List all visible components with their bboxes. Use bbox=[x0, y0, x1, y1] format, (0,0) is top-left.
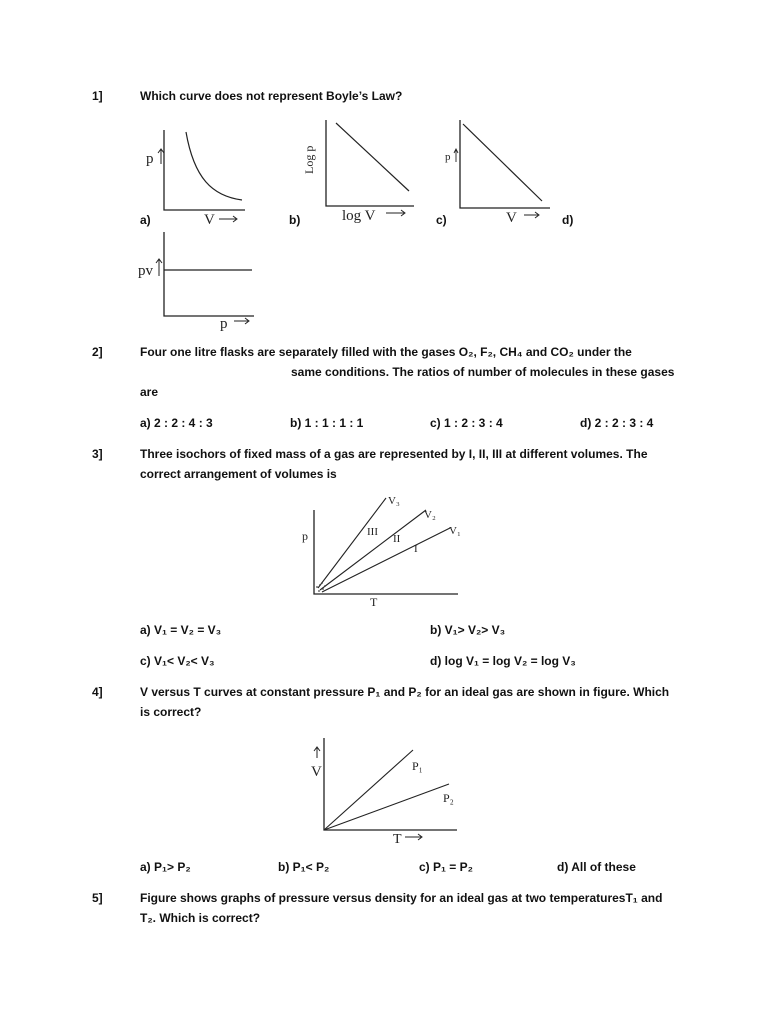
q1-a-xlabel: V bbox=[204, 212, 215, 228]
q4-option-c: c) P₁ = P₂ bbox=[419, 860, 473, 874]
q1-figure-b bbox=[298, 116, 418, 231]
q3-number: 3] bbox=[92, 447, 103, 461]
q3-xlabel: T bbox=[370, 595, 378, 609]
q1-b-ylabel: Log p bbox=[302, 145, 316, 174]
q4-line-label-p1: P₁ bbox=[412, 759, 423, 773]
q2-text-line2: same conditions. The ratios of number of molecules in these gases bbox=[291, 365, 675, 379]
q3-region-label-i: I bbox=[414, 543, 418, 555]
q2-option-b: b) 1 : 1 : 1 : 1 bbox=[290, 416, 364, 430]
q3-line-label-v3: V₃ bbox=[388, 495, 400, 507]
q4-option-b: b) P₁< P₂ bbox=[278, 860, 330, 874]
q4-number: 4] bbox=[92, 685, 103, 699]
q3-ylabel: p bbox=[302, 529, 308, 543]
q4-xlabel: T bbox=[393, 832, 402, 847]
q3-option-c: c) V₁< V₂< V₃ bbox=[140, 654, 215, 668]
q1-d-ylabel: pv bbox=[138, 263, 153, 279]
q1-figure-a bbox=[140, 120, 250, 230]
q2-option-d: d) 2 : 2 : 3 : 4 bbox=[580, 416, 654, 430]
q1-d-xlabel: p bbox=[220, 316, 228, 332]
q3-line-label-v2: V₂ bbox=[424, 509, 436, 521]
q3-figure bbox=[298, 490, 474, 610]
q2-option-a: a) 2 : 2 : 4 : 3 bbox=[140, 416, 213, 430]
q4-ylabel: V bbox=[311, 764, 322, 780]
q1-option-b: b) bbox=[289, 213, 301, 227]
q3-region-label-iii: III bbox=[367, 526, 378, 538]
q1-option-c: c) bbox=[436, 213, 447, 227]
q2-text-line3: are bbox=[140, 385, 159, 399]
q1-c-ylabel: p bbox=[445, 151, 451, 163]
q4-line-label-p2: P₂ bbox=[443, 791, 454, 805]
q2-number: 2] bbox=[92, 345, 103, 359]
q1-a-ylabel: p bbox=[146, 151, 154, 167]
q5-number: 5] bbox=[92, 891, 103, 905]
q1-b-xlabel: log V bbox=[342, 208, 376, 224]
q1-option-d: d) bbox=[562, 213, 574, 227]
q3-option-d: d) log V₁ = log V₂ = log V₃ bbox=[430, 654, 576, 668]
q3-text-line2: correct arrangement of volumes is bbox=[140, 467, 337, 481]
q2-option-c: c) 1 : 2 : 3 : 4 bbox=[430, 416, 503, 430]
q1-figure-d bbox=[136, 228, 261, 333]
q2-text-line1: Four one litre flasks are separately filled with the gases O₂, F₂, CH₄ and CO₂ under the bbox=[140, 345, 632, 359]
q1-c-xlabel: V bbox=[506, 210, 517, 226]
q4-option-d: d) All of these bbox=[557, 860, 636, 874]
q3-option-b: b) V₁> V₂> V₃ bbox=[430, 623, 506, 637]
q4-text-line1: V versus T curves at constant pressure P₁ and P₂ for an ideal gas are shown in figure. Which bbox=[140, 685, 670, 699]
q3-line-label-v1: V₁ bbox=[449, 525, 461, 537]
q4-figure bbox=[305, 730, 465, 850]
q5-text-line2: T₂. Which is correct? bbox=[140, 911, 261, 925]
q1-number: 1] bbox=[92, 89, 103, 103]
q3-text-line1: Three isochors of fixed mass of a gas are represented by I, II, III at different volumes. The bbox=[140, 447, 648, 461]
q3-option-a: a) V₁ = V₂ = V₃ bbox=[140, 623, 222, 637]
q5-text-line1: Figure shows graphs of pressure versus density for an ideal gas at two temperaturesT₁ and bbox=[140, 891, 663, 905]
q1-text: Which curve does not represent Boyle’s Law? bbox=[140, 89, 403, 103]
q4-option-a: a) P₁> P₂ bbox=[140, 860, 191, 874]
q1-option-a: a) bbox=[140, 213, 151, 227]
q4-text-line2: is correct? bbox=[140, 705, 202, 719]
q1-figure-c bbox=[442, 116, 554, 231]
q3-region-label-ii: II bbox=[393, 533, 401, 545]
